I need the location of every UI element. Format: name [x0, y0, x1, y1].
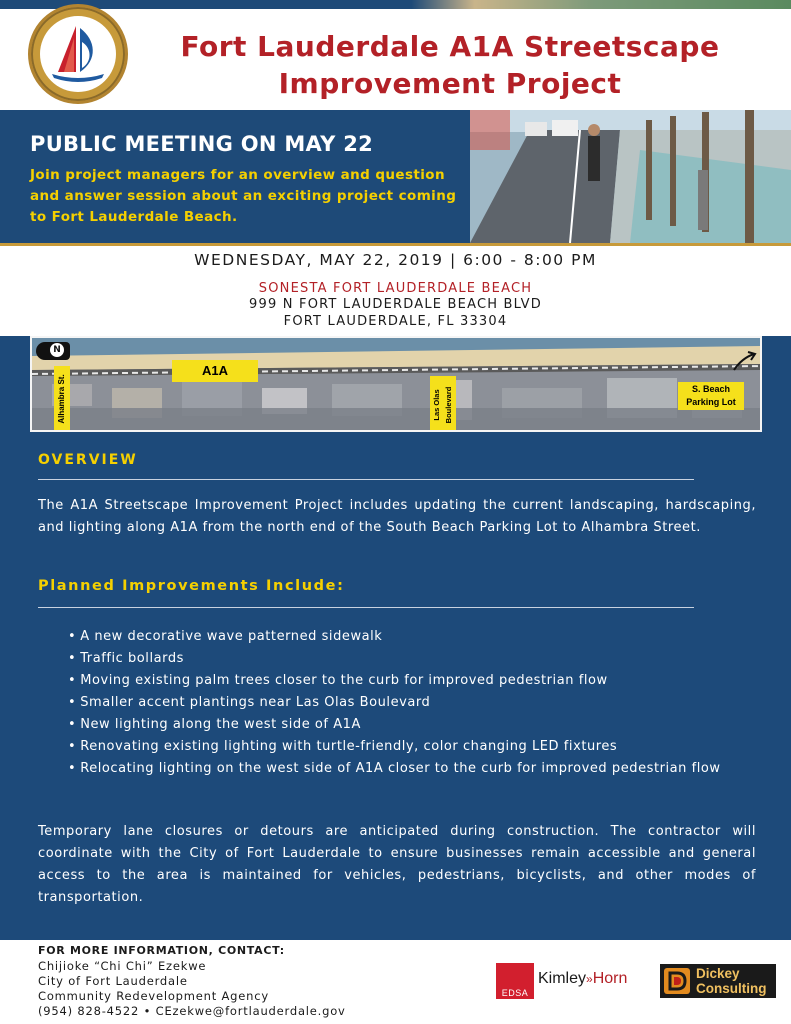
north-arrow-icon: N	[36, 342, 70, 360]
contact-org-2: Community Redevelopment Agency	[38, 989, 269, 1003]
list-item: • Smaller accent plantings near Las Olas Boulevard	[68, 692, 756, 714]
venue-name: SONESTA FORT LAUDERDALE BEACH	[258, 281, 533, 296]
map-label-parking-lot: S. Beach Parking Lot	[678, 382, 744, 410]
overview-rule	[38, 479, 694, 480]
sailboat-emblem-icon	[40, 16, 116, 92]
closures-text: Temporary lane closures or detours are anticipated during construction. The contractor will coordinate with the City of Fort Lauderdale to ensure businesses remain accessible and general access to the area is maintained for vehicles, pedestrians, bicyclists, and other modes of transportation.	[38, 824, 756, 905]
map-label-a1a: A1A	[172, 360, 258, 382]
project-area-map	[30, 336, 762, 432]
contact-phone-email: (954) 828-4522 • CEzekwe@fortlauderdale.gov	[38, 1004, 346, 1018]
meeting-description: Join project managers for an overview and question and answer session about an exciting project coming to Fort Lauderdale Beach.	[30, 167, 457, 225]
list-item: • Moving existing palm trees closer to the curb for improved pedestrian flow	[68, 670, 756, 692]
meeting-heading: PUBLIC MEETING ON MAY 22	[30, 132, 374, 156]
city-seal-logo	[28, 4, 128, 104]
hero-banner	[0, 110, 791, 243]
streetscape-photo	[470, 110, 791, 243]
contact-name: Chijioke “Chi Chi” Ezekwe	[38, 959, 207, 973]
list-item: • Renovating existing lighting with turtle-friendly, color changing LED fixtures	[68, 736, 756, 758]
overview-heading: OVERVIEW	[38, 452, 138, 468]
venue-address-line-2: FORT LAUDERDALE, FL 33304	[283, 314, 508, 329]
page-title	[140, 28, 760, 102]
improvements-heading: Planned Improvements Include:	[38, 578, 345, 594]
list-item: • Traffic bollards	[68, 648, 756, 670]
title-line-1: Fort Lauderdale A1A Streetscape	[180, 30, 720, 63]
map-label-alhambra: Alhambra St.	[54, 366, 70, 432]
direction-arrow-icon	[732, 350, 758, 372]
edsa-logo: EDSA	[496, 963, 534, 999]
improvements-list	[68, 626, 756, 780]
contact-org-1: City of Fort Lauderdale	[38, 974, 188, 988]
gold-divider	[0, 243, 791, 246]
kimley-horn-logo: Kimley»Horn	[538, 970, 628, 987]
improvements-rule	[38, 607, 694, 608]
event-datetime: WEDNESDAY, MAY 22, 2019 | 6:00 - 8:00 PM	[194, 251, 597, 269]
list-item: • A new decorative wave patterned sidewalk	[68, 626, 756, 648]
list-item: • New lighting along the west side of A1A	[68, 714, 756, 736]
overview-text: The A1A Streetscape Improvement Project includes updating the current landscaping, hardscaping, and lighting along A1A from the north end of the South Beach Parking Lot to Alhambra Street.	[38, 498, 756, 535]
map-label-las-olas: Las Olas Boulevard	[430, 376, 456, 432]
venue-address-line-1: 999 N FORT LAUDERDALE BEACH BLVD	[249, 297, 542, 312]
top-photo-strip	[0, 0, 791, 9]
contact-label: FOR MORE INFORMATION, CONTACT:	[38, 944, 285, 957]
list-item: • Relocating lighting on the west side of A1A closer to the curb for improved pedestrian flow	[68, 758, 756, 780]
aerial-map-image	[32, 338, 762, 432]
dickey-mark-icon	[664, 968, 690, 994]
dickey-consulting-logo: Dickey Consulting	[660, 964, 776, 998]
title-line-2: Improvement Project	[278, 67, 622, 100]
